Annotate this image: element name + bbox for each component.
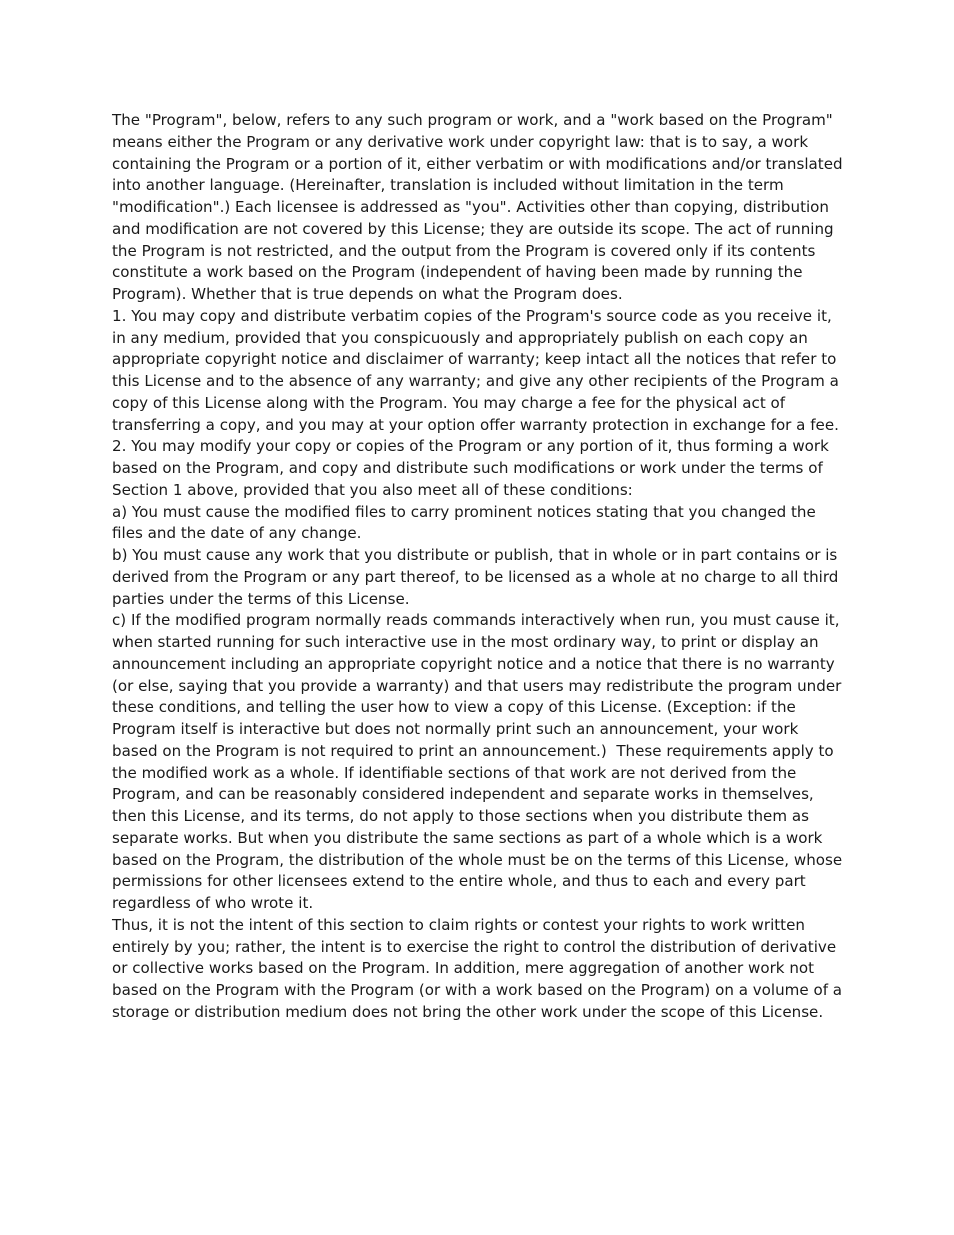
document-body xyxy=(112,110,847,1024)
paragraph-section-2: 2. You may modify your copy or copies of the Program or any portion of it, thus forming a work based on the Program, and copy and distribute such modifications or work under the terms of Section 1 above, provided that you also meet all of these conditions: xyxy=(112,437,834,499)
paragraph-condition-a: a) You must cause the modified files to carry prominent notices stating that you changed the files and the date of any change. xyxy=(112,502,821,543)
paragraph-condition-b: b) You must cause any work that you distribute or publish, that in whole or in part contains or is derived from the Program or any part thereof, to be licensed as a whole at no charge to all third parties under the terms of this License. xyxy=(112,546,844,608)
paragraph-condition-c: c) If the modified program normally reads commands interactively when run, you must cause it, when started running for such interactive use in the most ordinary way, to print or display an announcement including an appropriate copyright notice and a notice that there is no warranty (or else, saying that you provide a warranty) and that users may redistribute the program under these conditions, and telling the user how to view a copy of this License. (Exception: if the Program itself is interactive but does not normally print such an announcement, your work based on the Program is not required to print an announcement.) These requirements apply to the modified work as a whole. If identifiable sections of that work are not derived from the Program, and can be reasonably considered independent and separate works in themselves, then this License, and its terms, do not apply to those sections when you distribute them as separate works. But when you distribute the same sections as part of a whole which is a work based on the Program, the distribution of the whole must be on the terms of this License, whose permissions for other licensees extend to the entire whole, and thus to each and every part regardless of who wrote it. xyxy=(112,611,848,912)
paragraph-program-definition: The "Program", below, refers to any such program or work, and a "work based on the Program" means either the Program or any derivative work under copyright law: that is to say, a work containing the Program or a portion of it, either verbatim or with modifications and/or translated into another language. (Hereinafter, translation is included without limitation in the term "modification".) Each licensee is addressed as "you". Activities other than copying, distribution and modification are not covered by this License; they are outside its scope. The act of running the Program is not restricted, and the output from the Program is covered only if its contents constitute a work based on the Program (independent of having been made by running the Program). Whether that is true depends on what the Program does. xyxy=(112,111,848,303)
paragraph-section-1: 1. You may copy and distribute verbatim copies of the Program's source code as you receive it, in any medium, provided that you conspicuously and appropriately publish on each copy an appropriate copyright notice and disclaimer of warranty; keep intact all the notices that refer to this License and to the absence of any warranty; and give any other recipients of the Program a copy of this License along with the Program. You may charge a fee for the physical act of transferring a copy, and you may at your option offer warranty protection in exchange for a fee. xyxy=(112,306,844,434)
paragraph-intent: Thus, it is not the intent of this section to claim rights or contest your rights to work written entirely by you; rather, the intent is to exercise the right to control the distribution of derivative or collective works based on the Program. In addition, mere aggregation of another work not based on the Program with the Program (or with a work based on the Program) on a volume of a storage or distribution medium does not bring the other work under the scope of this License. xyxy=(112,915,847,1021)
